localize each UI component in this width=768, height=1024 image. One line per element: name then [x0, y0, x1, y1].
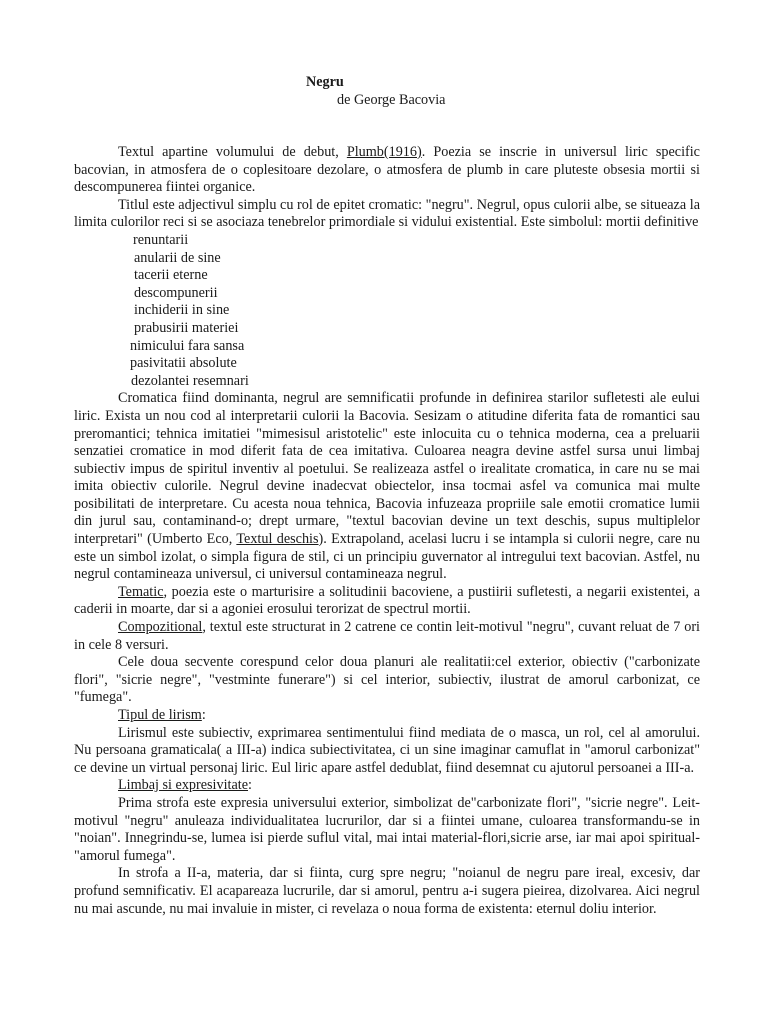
cromatica-text-a: Cromatica fiind dominanta, negrul are semnificatii profunde in definirea starilor sufletesti ale eului liric. Exista un nou cod al interpretarii culorii la Bacovia. Sesizam o atitudine diferita fata de romantici sau preromantici; tehnica imitatiei "mimesisul aristotelic" este inlocuita cu o tehnica moderna, cea a preluarii senzatiei cromatice in mod diferit fata de cea imitativa. Culoarea neagra devine astfel sursa unui limbaj subiectiv impus de spiritul inventiv al poetului. Se realizeaza astfel o irealitate cromatica, in care nu se mai imita obiectiv culorile. Negrul devine inadecvat obiectelor, insa tocmai asfel va comunica mai multe posibilitati de interpretare. Cu acesta noua tehnica, Bacovia infuzeaza propriile sale emotii cromatice lumii din jurul sau, contaminand-o; drept urmare, "textul bacovian devine un text deschis, supus multiplelor interpretari" (Umberto Eco,: [74, 390, 700, 548]
document-title: Negru: [306, 74, 344, 90]
symbol-item: renuntarii: [133, 231, 189, 248]
symbol-list: [74, 232, 700, 390]
symbol-item: descompunerii: [134, 284, 218, 301]
intro-text-b: . Poezia se inscrie in universul liric specific bacovian, in atmosfera de o coplesitoare dezolare, o atmosfera de plumb in care pluteste obsesia mortii si descompunerea fiintei organice.: [74, 144, 700, 196]
paragraph-cromatica: [74, 390, 700, 584]
document-author: de George Bacovia: [337, 92, 446, 108]
symbol-item: prabusirii materiei: [134, 319, 239, 336]
cromatica-text-b: ). Extrapoland, acelasi lucru i se intampla si culorii negre, care nu este un simbol izolat, o simpla figura de stil, ci un principiu guvernator al intregului text bacovian. Astfel, nu negrul contamineaza universul, ci universul contamineaza negrul.: [74, 531, 700, 583]
paragraph-title-analysis: Titlul este adjectivul simplu cu rol de epitet cromatic: "negru". Negrul, opus culorii albe, se situeaza la limita culorilor reci si se asociaza tenebrelor primordiale si vidului existential. Este simbolul: mortii definitive: [74, 196, 700, 231]
paragraph-lirism: Lirismul este subiectiv, exprimarea sentimentului fiind mediata de o masca, un rol, cel al amorului. Nu persoana gramaticala( a III-a) indica subiectivitatea, ci un sine imaginar camuflat in "amorul carbonizat" ce devine un virtual personaj liric. Eul liric apare astfel dedublat, fiind desemnat cu ajutorul persoanei a III-a.: [74, 724, 700, 776]
symbol-item: inchiderii in sine: [134, 302, 230, 319]
tematic-label: Tematic: [118, 583, 164, 600]
symbol-item: tacerii eterne: [134, 267, 208, 284]
heading-limbaj: Limbaj si expresivitate:: [118, 777, 252, 794]
symbol-item: anularii de sine: [134, 249, 221, 266]
paragraph-strofa-1: Prima strofa este expresia universului exterior, simbolizat de"carbonizate flori", "sicrie negre". Leit-motivul "negru" anuleaza individualitatea lucrurilor, dar si a fiintei umane, culoarea transformandu-se in "noian". Innegrindu-se, lumea isi pierde suflul vital, mai intai material-flori,sicrie arse, iar mai apoi spiritual-"amorul fumega".: [74, 794, 700, 864]
document-body: [74, 144, 700, 918]
plumb-link[interactable]: Plumb(1916): [346, 144, 422, 160]
symbol-item: dezolantei resemnari: [131, 372, 249, 389]
compozitional-label: Compozitional: [118, 619, 203, 636]
symbol-item: nimicului fara sansa: [130, 337, 245, 354]
compozitional-text: , textul este structurat in 2 catrene ce contin leit-motivul "negru", cuvant reluat de 7 ori in cele 8 versuri.: [74, 619, 700, 653]
tematic-text: , poezia este o marturisire a solitudinii bacoviene, a pustiirii sufletesti, a negarii existentei, a caderii in moarte, dar si a agoniei erosului terorizat de spectrul mortii.: [74, 583, 700, 618]
heading-lirism: Tipul de lirism:: [118, 707, 206, 723]
heading-lirism-text: Tipul de lirism: [118, 707, 202, 723]
heading-limbaj-text: Limbaj si expresivitate: [118, 777, 249, 794]
paragraph-tematic: [74, 584, 700, 619]
paragraph-intro: [74, 144, 700, 197]
intro-text-a: Textul apartine volumului de debut,: [118, 144, 347, 160]
paragraph-secvente: Cele doua secvente corespund celor doua planuri ale realitatii:cel exterior, obiectiv ("carbonizate flori", "sicrie negre", "vestminte funerare") si cel interior, subiectiv, ilustrat de amorul carbonizat, ce "fumega".: [74, 654, 700, 706]
symbol-item: pasivitatii absolute: [130, 355, 237, 372]
textul-deschis-link[interactable]: Textul deschis: [236, 531, 319, 548]
paragraph-strofa-2: In strofa a II-a, materia, dar si fiinta, curg spre negru; "noianul de negru pare ireal, excesiv, dar profund semnificativ. El acapareaza lucrurile, dar si amorul, pentru a-i sugera pieirea, dizolvarea. Aici negrul nu mai ascunde, nu mai invaluie in mister, ci revelaza o noua forma de existenta: eternul doliu interior.: [74, 865, 700, 917]
paragraph-compozitional: [74, 619, 700, 654]
